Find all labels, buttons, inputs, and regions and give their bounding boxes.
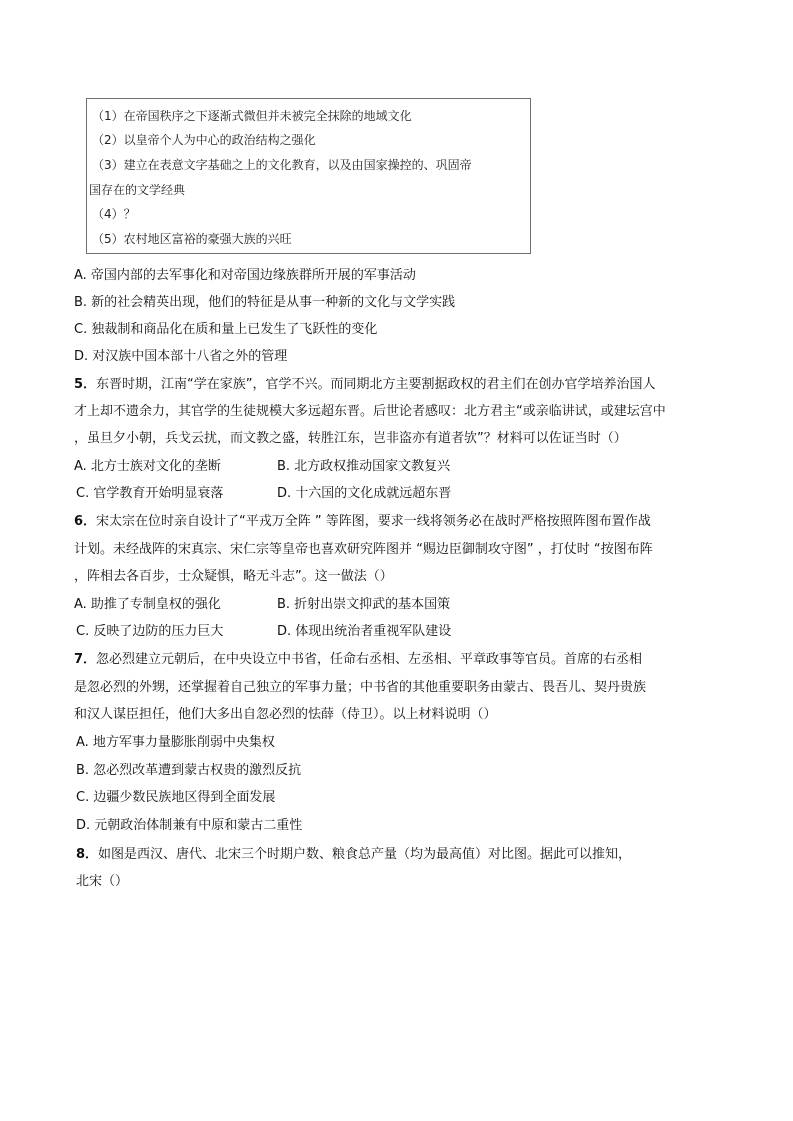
q7-text-1: 忽必烈建立元朝后，在中央设立中书省，任命右丞相、左丞相、平章政事等官员。首席的右丞相 <box>96 652 643 667</box>
q8-number: 8． <box>76 847 99 862</box>
q7-option-c: C. 边疆少数民族地区得到全面发展 <box>76 790 276 805</box>
q6-option-c: C. 反映了边防的压力巨大 <box>76 624 224 639</box>
material-line-4: （4）？ <box>92 207 136 221</box>
material-line-2: （2）以皇帝个人为中心的政治结构之强化 <box>92 133 316 147</box>
q5-line-1 <box>74 376 656 394</box>
q7-option-d: D. 元朝政治体制兼有中原和蒙古二重性 <box>76 818 303 833</box>
q5-option-c: C. 官学教育开始明显衰落 <box>76 486 224 501</box>
q5-text-1: 东晋时期，江南“学在家族”，官学不兴。而同期北方主要割据政权的君主们在创办官学培养治国人 <box>96 377 656 392</box>
q5-option-d: D. 十六国的文化成就远超东晋 <box>277 486 452 501</box>
q8-text-1: 如图是西汉、唐代、北宋三个时期户数、粮食总产量（均为最高值）对比图。据此可以推知， <box>98 847 632 862</box>
q7-line-3: 和汉人谋臣担任，他们大多出自忽必烈的怯薛（侍卫）。以上材料说明（） <box>74 707 497 722</box>
q7-option-b: B. 忽必烈改革遭到蒙古权贵的激烈反抗 <box>76 763 302 778</box>
q6-option-a: A. 助推了专制皇权的强化 <box>74 597 221 612</box>
q6-option-b: B. 折射出崇文抑武的基本国策 <box>277 597 451 612</box>
q5-option-b: B. 北方政权推动国家文教复兴 <box>277 459 451 474</box>
q5-option-a: A. 北方士族对文化的垄断 <box>74 459 221 474</box>
material-line-3-cont: 国存在的文学经典 <box>89 183 186 197</box>
q5-line-2: 才上却不遗余力，其官学的生徒规模大多远超东晋。后世论者感叹：北方君主“或亲临讲试，或建坛宫中 <box>74 404 666 419</box>
q6-option-d: D. 体现出统治者重视军队建设 <box>277 624 452 639</box>
q4-option-a: A. 帝国内部的去军事化和对帝国边缘族群所开展的军事活动 <box>74 268 416 283</box>
q6-line-1 <box>74 513 651 531</box>
q4-option-b: B. 新的社会精英出现，他们的特征是从事一种新的文化与文学实践 <box>74 295 456 310</box>
q4-option-c: C. 独裁制和商品化在质和量上已发生了飞跃性的变化 <box>74 322 378 337</box>
material-box <box>86 98 531 254</box>
q5-number: 5． <box>74 377 97 392</box>
q7-number: 7． <box>74 652 97 667</box>
q8-line-2: 北宋（） <box>76 874 129 889</box>
q7-option-a: A. 地方军事力量膨胀削弱中央集权 <box>76 735 275 750</box>
material-line-5: （5）农村地区富裕的豪强大族的兴旺 <box>92 232 292 246</box>
q6-line-2: 计划。未经战阵的宋真宗、宋仁宗等皇帝也喜欢研究阵图并 “赐边臣御制攻守图” ，打仗时 “按图布阵 <box>74 542 653 557</box>
q8-line-1 <box>76 846 631 864</box>
q4-option-d: D. 对汉族中国本部十八省之外的管理 <box>74 349 288 364</box>
q7-line-1 <box>74 651 642 669</box>
q6-line-3: ，阵相去各百步，士众疑惧，略无斗志”。这一做法（） <box>74 569 393 584</box>
q6-text-1: 宋太宗在位时亲自设计了“平戎万全阵 ” 等阵图，要求一线将领务必在战时严格按照阵图布置作战 <box>96 514 651 529</box>
q6-number: 6． <box>74 514 97 529</box>
material-line-1: （1）在帝国秩序之下逐渐式微但并未被完全抹除的地域文化 <box>92 109 412 123</box>
q7-line-2: 是忽必烈的外甥，还掌握着自己独立的军事力量；中书省的其他重要职务由蒙古、畏吾儿、契丹贵族 <box>74 680 647 695</box>
q5-line-3: ，虽旦夕小朝，兵戈云扰，而文教之盛，转胜江东，岂非盗亦有道者欤”？材料可以佐证当时（） <box>74 431 627 446</box>
material-line-3: （3）建立在表意文字基础之上的文化教育，以及由国家操控的、巩固帝 <box>92 158 472 172</box>
